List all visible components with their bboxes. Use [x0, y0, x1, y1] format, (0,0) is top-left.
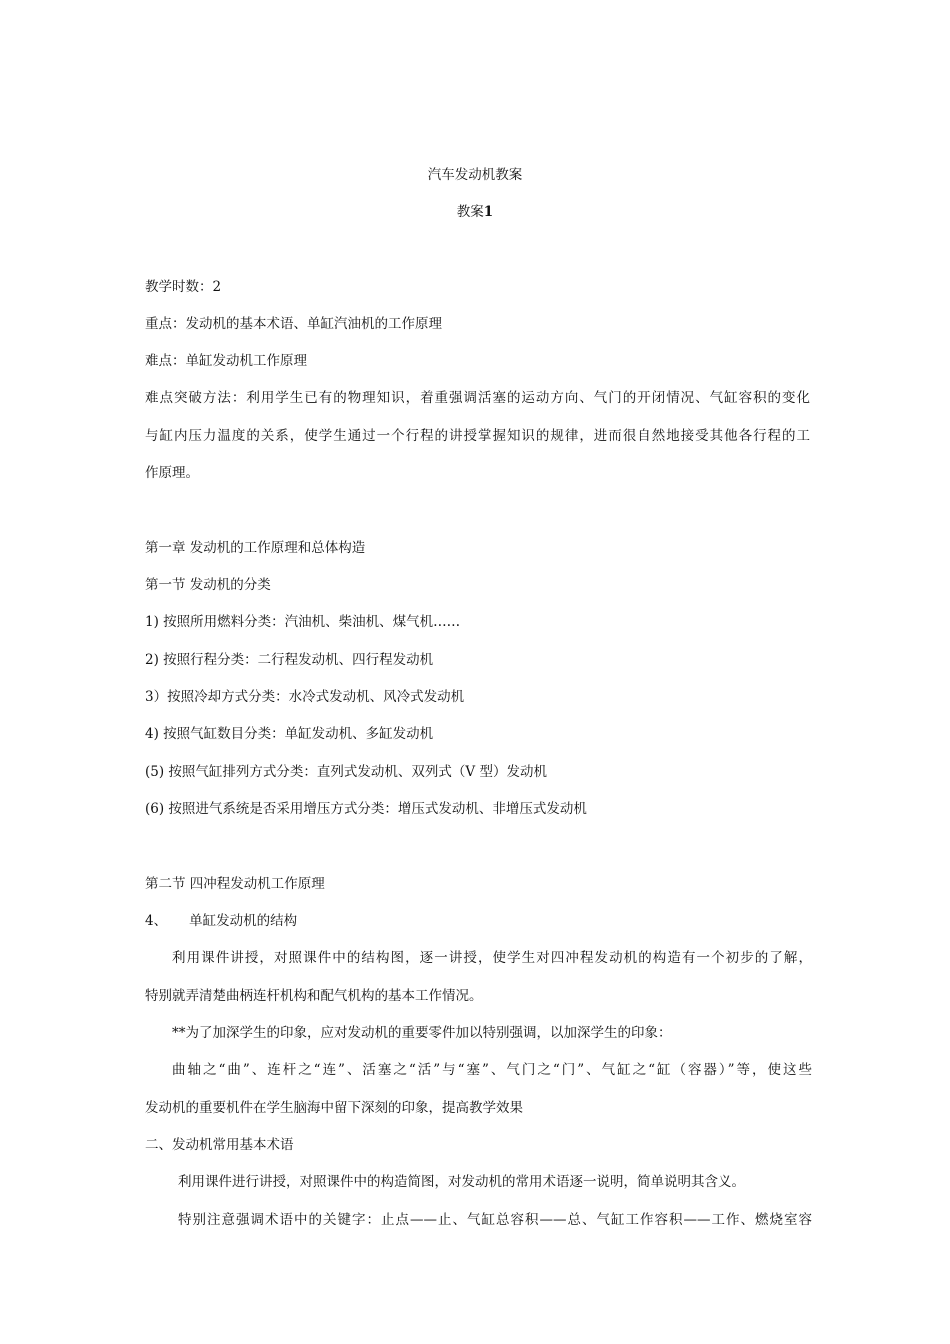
paragraph-line: 发动机的重要机件在学生脑海中留下深刻的印象，提高教学效果: [145, 1100, 523, 1116]
paragraph-line: **为了加深学生的印象，应对发动机的重要零件加以特别强调，以加深学生的印象：: [172, 1025, 672, 1041]
list-item: 2) 按照行程分类：二行程发动机、四行程发动机: [145, 652, 434, 668]
section-title: 第二节 四冲程发动机工作原理: [145, 876, 325, 892]
list-item: (5) 按照气缸排列方式分类：直列式发动机、双列式（V 型）发动机: [145, 764, 547, 780]
list-item: 3）按照冷却方式分类：水冷式发动机、风冷式发动机: [145, 689, 465, 705]
part-title: 二、发动机常用基本术语: [145, 1137, 294, 1153]
paragraph-line: 利用课件进行讲授，对照课件中的构造简图，对发动机的常用术语逐一说明，简单说明其含义。: [178, 1174, 745, 1190]
lesson-plan-heading: [0, 203, 950, 221]
method-line: 与缸内压力温度的关系，使学生通过一个行程的讲授掌握知识的规律，进而很自然地接受其他各行程的工: [145, 428, 810, 444]
chapter-title: 第一章 发动机的工作原理和总体构造: [145, 540, 366, 556]
paragraph-line: 曲轴之“曲”、连杆之“连”、活塞之“活”与“塞”、气门之“门”、气缸之“缸（容器）”等，使这些: [172, 1062, 812, 1078]
list-item: (6) 按照进气系统是否采用增压方式分类：增压式发动机、非增压式发动机: [145, 801, 587, 817]
subsection-number: 4、: [145, 913, 168, 929]
difficulty: 难点：单缸发动机工作原理: [145, 353, 307, 369]
paragraph-line: 特别注意强调术语中的关键字：止点——止、气缸总容积——总、气缸工作容积——工作、燃烧室容: [178, 1212, 812, 1228]
subsection-text: 单缸发动机的结构: [189, 913, 298, 929]
teaching-hours: 教学时数：2: [145, 279, 222, 295]
lesson-plan-number: 1: [483, 204, 494, 220]
paragraph-line: 特别就弄清楚曲柄连杆机构和配气机构的基本工作情况。: [145, 988, 483, 1004]
subsection-title: [145, 912, 810, 930]
list-item: 4) 按照气缸数目分类：单缸发动机、多缸发动机: [145, 726, 434, 742]
section-title: 第一节 发动机的分类: [145, 577, 271, 593]
method-line: 难点突破方法：利用学生已有的物理知识，着重强调活塞的运动方向、气门的开闭情况、气缸容积的变化: [145, 390, 810, 406]
method-line: 作原理。: [145, 465, 199, 481]
lesson-plan-label: 教案: [456, 204, 484, 220]
paragraph-line: 利用课件讲授，对照课件中的结构图，逐一讲授，使学生对四冲程发动机的构造有一个初步的了解，: [172, 950, 812, 966]
key-points: 重点：发动机的基本术语、单缸汽油机的工作原理: [145, 316, 442, 332]
list-item: 1) 按照所用燃料分类：汽油机、柴油机、煤气机……: [145, 614, 461, 630]
document-title: 汽车发动机教案: [427, 167, 523, 183]
